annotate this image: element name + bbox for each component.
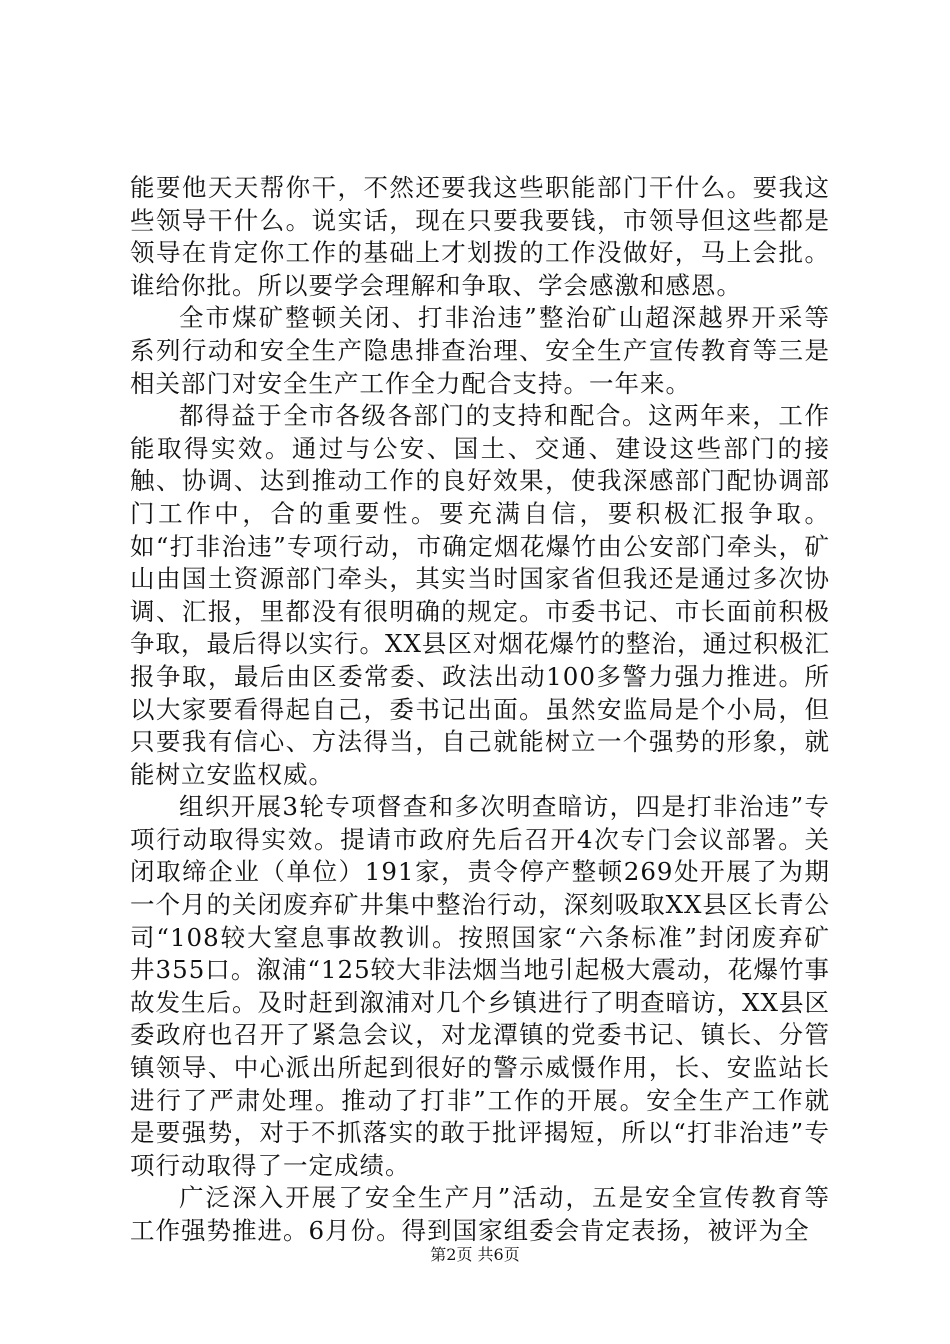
paragraph-2: 全市煤矿整顿关闭、打非治违”整治矿山超深越界开采等系列行动和安全生产隐患排查治理、安全生产宣传教育等三是相关部门对安全生产工作全力配合支持。一年来。	[130, 303, 830, 398]
page-footer: 第2页 共6页	[430, 1245, 520, 1264]
paragraph-1: 能要他天天帮你干，不然还要我这些职能部门干什么。要我这些领导干什么。说实话，现在只要我要钱，市领导但这些都是领导在肯定你工作的基础上才划拨的工作没做好，马上会批。谁给你批。所以要学会理解和争取、学会感激和感恩。	[130, 173, 830, 300]
paragraph-5: 广泛深入开展了安全生产月”活动，五是安全宣传教育等工作强势推进。6月份。得到国家组委会肯定表扬，被评为全	[130, 1183, 830, 1245]
paragraph-4: 组织开展3轮专项督查和多次明查暗访，四是打非治违”专项行动取得实效。提请市政府先后召开4次专门会议部署。关闭取缔企业（单位）191家，责令停产整顿269处开展了为期一个月的关闭废弃矿井集中整治行动，深刻吸取XX县区长青公司“108较大窒息事故教训。按照国家“六条标准”封闭废弃矿井355口。溆浦“125较大非法烟当地引起极大震动，花爆竹事故发生后。及时赶到溆浦对几个乡镇进行了明查暗访，XX县区委政府也召开了紧急会议，对龙潭镇的党委书记、镇长、分管镇领导、中心派出所起到很好的警示威慑作用，长、安监站长进行了严肃处理。推动了打非”工作的开展。安全生产工作就是要强势，对于不抓落实的敢于批评揭短，所以“打非治违”专项行动取得了一定成绩。	[130, 792, 830, 1180]
document-body	[130, 172, 830, 1248]
paragraph-3: 都得益于全市各级各部门的支持和配合。这两年来，工作能取得实效。通过与公安、国土、交通、建设这些部门的接触、协调、达到推动工作的良好效果，使我深感部门配协调部门工作中，合的重要性。要充满自信，要积极汇报争取。如“打非治违”专项行动，市确定烟花爆竹由公安部门牵头，矿山由国土资源部门牵头，其实当时国家省但我还是通过多次协调、汇报，里都没有很明确的规定。市委书记、市长面前积极争取，最后得以实行。XX县区对烟花爆竹的整治，通过积极汇报争取，最后由区委常委、政法出动100多警力强力推进。所以大家要看得起自己，委书记出面。虽然安监局是个小局，但只要我有信心、方法得当，自己就能树立一个强势的形象，就能树立安监权威。	[130, 401, 830, 789]
